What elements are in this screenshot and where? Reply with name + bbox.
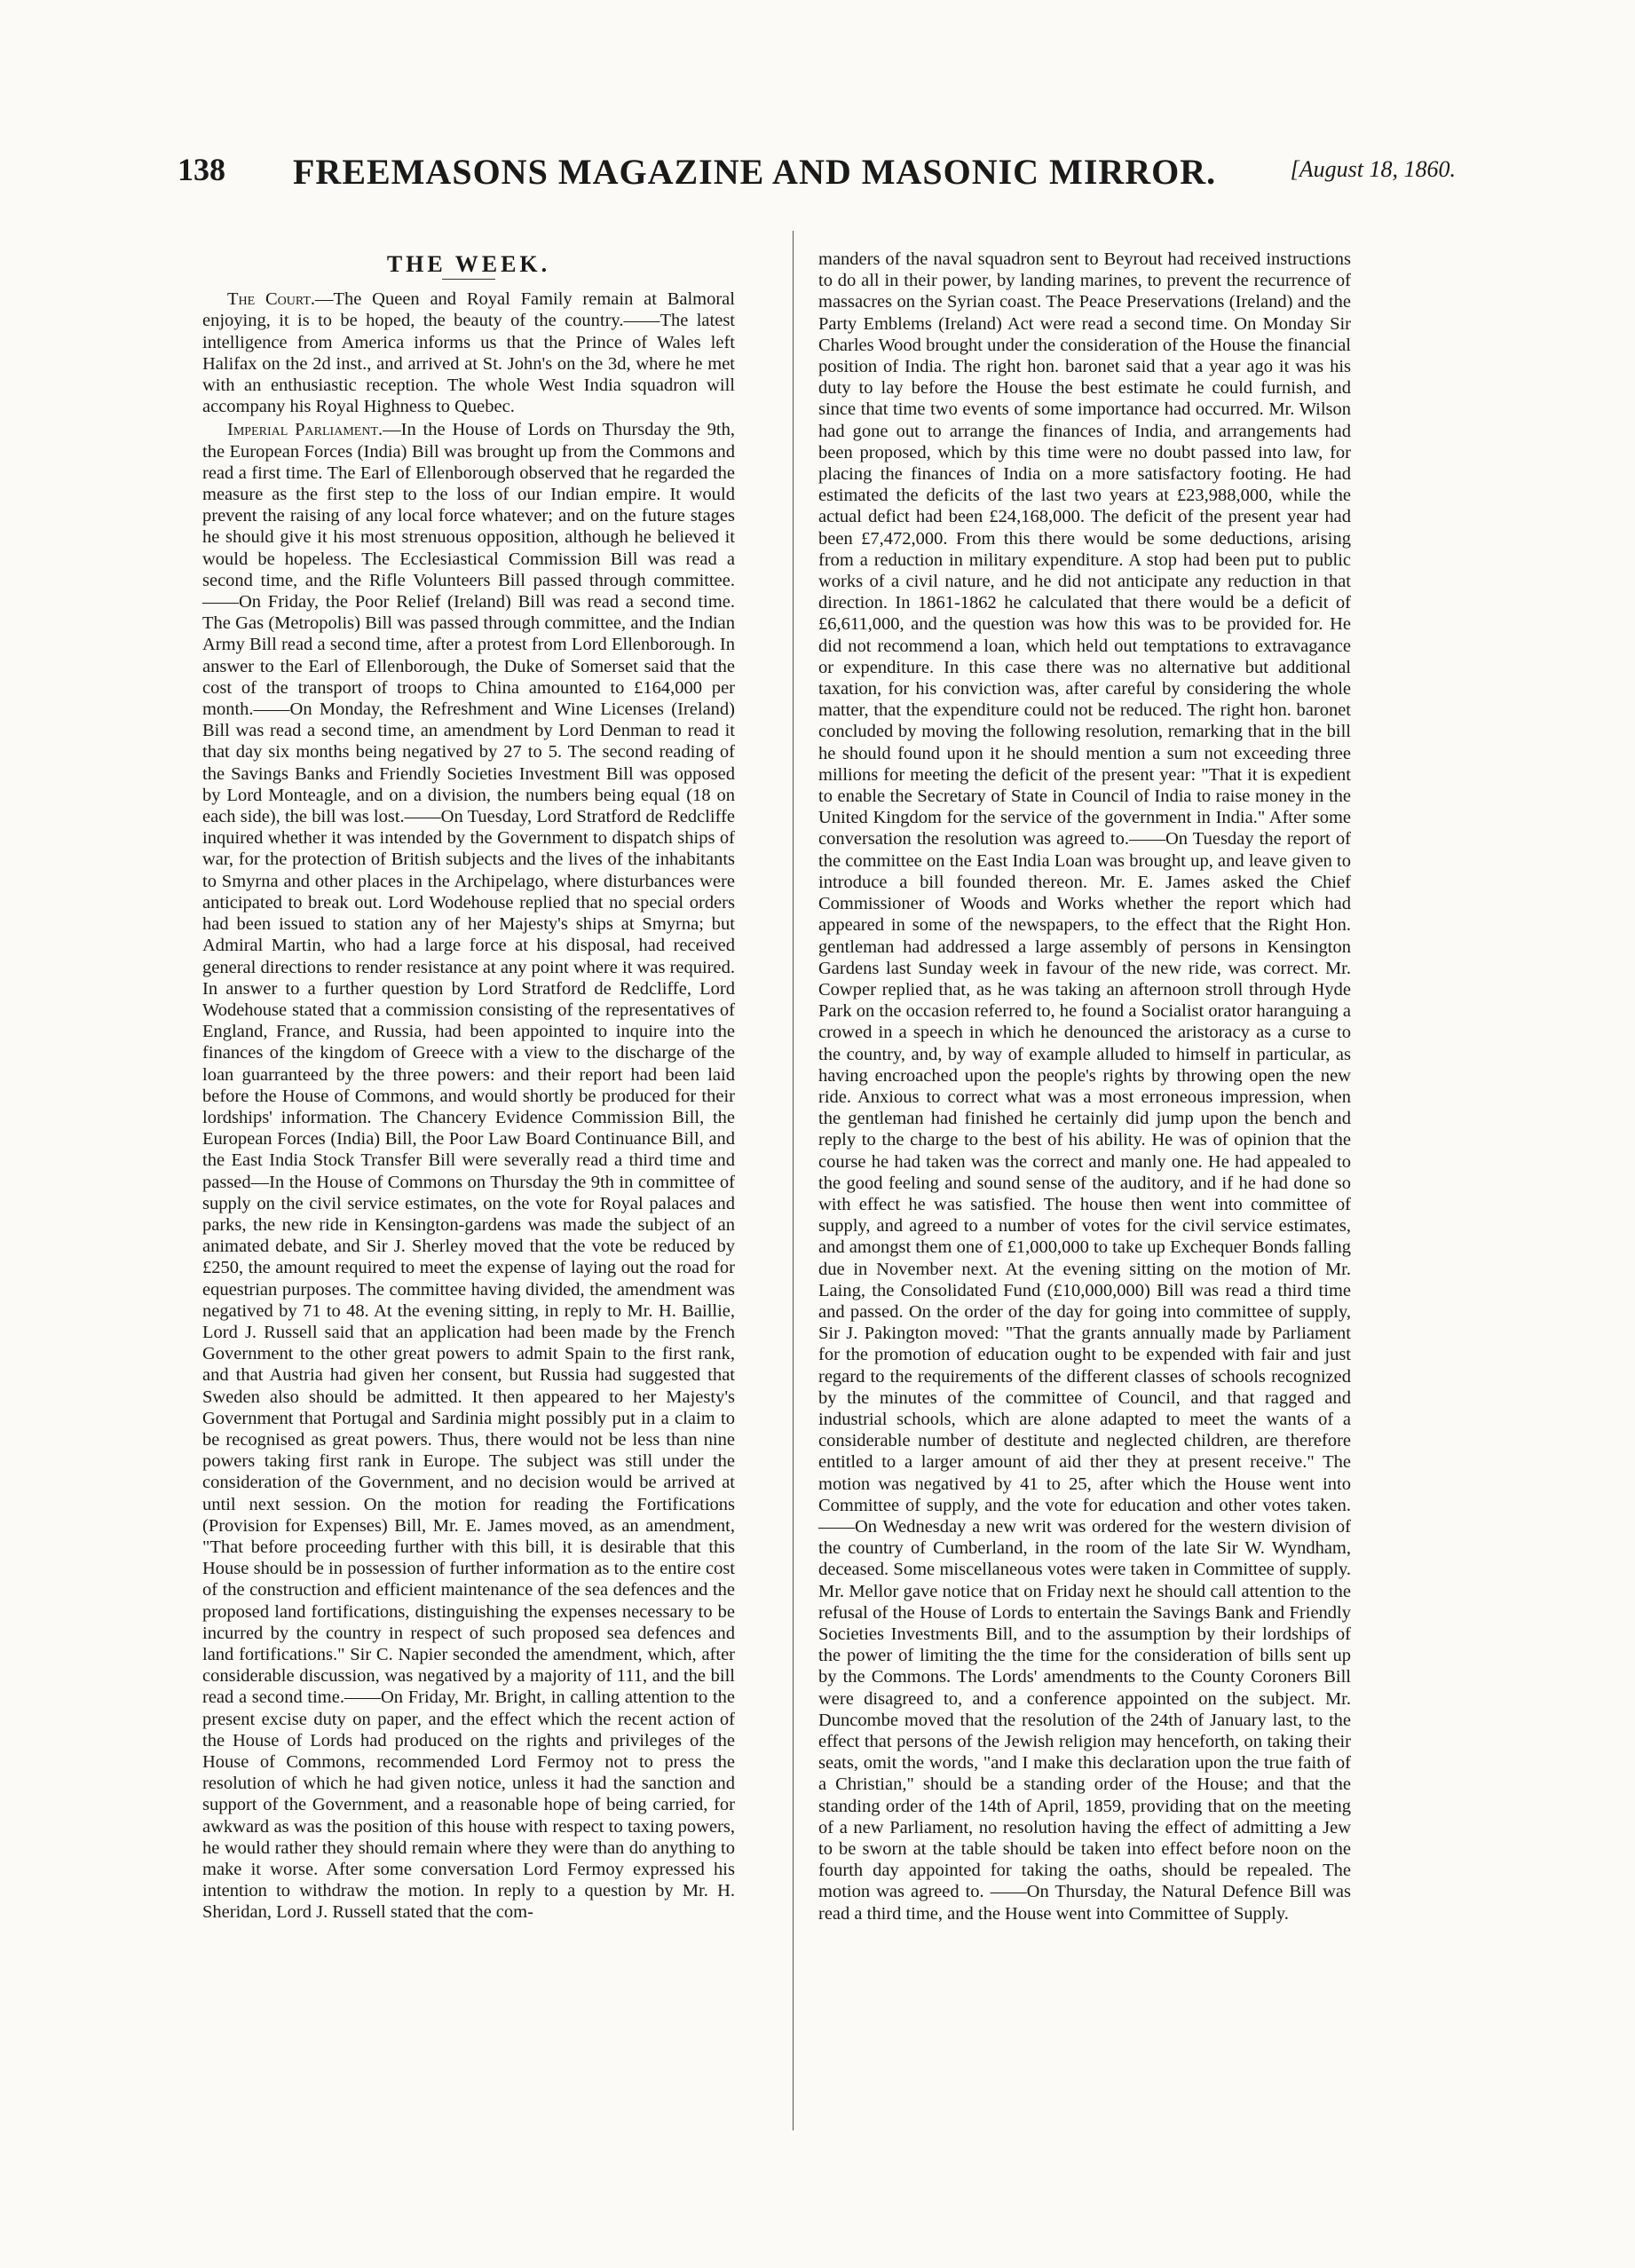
section-title: THE WEEK. (386, 251, 551, 277)
run-in-heading: The Court. (227, 289, 316, 310)
issue-date: [August 18, 1860. (1290, 156, 1456, 182)
paragraph-text: —In the House of Lords on Thursday the 9th, the European Forces (India) Bill was brought up from the Commons and read a first time. The Earl of Ellenborough observed that he regarded the measure as the first step to the loss of our Indian empire. It would prevent the raising of any local force whatever; and on the future stages he should give it his most strenuous opposition, although he believed it would be hopeless. The Ecclesiastical Commission Bill was read a second time, and the Rifle Volunteers Bill passed through committee.——On Friday, the Poor Relief (Ireland) Bill was read a second time. The Gas (Metropolis) Bill was passed through committee, and the Indian Army Bill read a second time, after a protest from Lord Ellenborough. In answer to the Earl of Ellenborough, the Duke of Somerset said that the cost of the transport of troops to China amounted to £164,000 per month.——On Monday, the Refreshment and Wine Licenses (Ireland) Bill was read a second time, an amendment by Lord Denman to read it that day six months being negatived by 27 to 5. The second reading of the Savings Banks and Friendly Societies Investment Bill was opposed by Lord Monteagle, and on a division, the numbers being equal (18 on each side), the bill was lost.——On Tuesday, Lord Stratford de Redcliffe inquired whether it was intended by the Government to dispatch ships of war, for the protection of British subjects and the lives of the inhabitants to Smyrna and other places in the Archipelago, where disturbances were anticipated to break out. Lord Wodehouse replied that no special orders had been issued to station any of her Majesty's ships at Smyrna; but Admiral Martin, who had a large force at his disposal, had received general directions to render resistance at any point where it was required. In answer to a further question by Lord Stratford de Redcliffe, Lord Wodehouse stated that a commission consisting of the representatives of England, France, and Russia, had been appointed to inquire into the finances of the kingdom of Greece with a view to the discharge of the loan guarranteed by the three powers: and their report had been laid before the House of Commons, and would shortly be produced for their lordships' information. The Chancery Evidence Commission Bill, the European Forces (India) Bill, the Poor Law Board Continuance Bill, and the East India Stock Transfer Bill were severally read a third time and passed—In the House of Commons on Thursday the 9th in committee of supply on the civil service estimates, on the vote for Royal palaces and parks, the new ride in Kensington-gardens was made the subject of an animated debate, and Sir J. Sherley moved that the vote be reduced by £250, the amount required to meet the expense of laying out the road for equestrian purposes. The committee having divided, the amendment was negatived by 71 to 48. At the evening sitting, in reply to Mr. H. Baillie, Lord J. Russell said that an application had been made by the French Government to the other great powers to admit Spain to the first rank, and that Austria had given her consent, but Russia had suggested that Sweden also should be admitted. It then appeared to her Majesty's Government that Portugal and Sardinia might possibly put in a claim to be recognised as great powers. Thus, there would not be less than nine powers taking first rank in Europe. The subject was still under the consideration of the Government, and no decision would be arrived at until next session. On the motion for reading the Fortifications (Provision for Expenses) Bill, Mr. E. James moved, as an amendment, "That before proceeding further with this bill, it is desirable that this House should be in possession of further information as to the entire cost of the construction and efficient maintenance of the sea defences and the proposed land fortifications, distinguishing the expenses necessary to be incurred by the country in respect of such proposed sea defences and land fortifications." Sir C. Napier seconded the amendment, which, after considerable discussion, was negatived by a majority of 111, and the bill read a second time.——On Friday, Mr. Bright, in calling attention to the present excise duty on paper, and the effect which the recent action of the House of Lords had produced on the rights and privileges of the House of Commons, recommended Lord Fermoy not to press the resolution of which he had given notice, unless it had the sanction and support of the Government, and a reasonable hope of being carried, for awkward as was the position of this house with respect to taxing powers, he would rather they should remain where they were than do anything to make it worse. After some conversation Lord Fermoy expressed his intention to withdraw the motion. In reply to a question by Mr. H. Sheridan, Lord J. Russell stated that the com- (202, 420, 735, 1923)
paragraph-continued (818, 249, 1351, 1924)
title-rule (442, 279, 495, 280)
page-header (178, 151, 1456, 204)
paragraph-text: manders of the naval squadron sent to Beyrout had received instructions to do all in their power, by landing marines, to prevent the recurrence of massacres on the Syrian coast. The Peace Preservations (Ireland) and the Party Emblems (Ireland) Act were read a second time. On Monday Sir Charles Wood brought under the consideration of the House the financial position of India. The right hon. baronet said that a year ago it was his duty to lay before the House the best estimate he could furnish, and since that time two events of some importance had occurred. Mr. Wilson had gone out to arrange the finances of India, and arrangements had been proposed, which by this time were no doubt passed into law, for placing the finances of India on a more satisfactory footing. He had estimated the deficits of the last two years at £23,988,000, while the actual defict had been £24,168,000. The deficit of the present year had been £7,472,000. From this there would be some deductions, arising from a reduction in military expenditure. A stop had been put to public works of a civil nature, and he did not anticipate any reduction in that direction. In 1861-1862 he calculated that there would be a deficit of £6,611,000, and the question was how this was to be provided for. He did not recommend a loan, which held out temptations to extravagance or expenditure. In this case there was no alternative but additional taxation, for his conviction was, after careful by considering the whole matter, that the expenditure could not be reduced. The right hon. baronet concluded by moving the following resolution, remarking that in the bill he should found upon it he should mention a sum not exceeding three millions for meeting the deficit of the present year: "That it is expedient to enable the Secretary of State in Council of India to raise money in the United Kingdom for the service of the government in India." After some conversation the resolution was agreed to.——On Tuesday the report of the committee on the East India Loan was brought up, and leave given to introduce a bill founded thereon. Mr. E. James asked the Chief Commissioner of Woods and Works whether the report which had appeared in some of the newspapers, to the effect that the Right Hon. gentleman had addressed a large assembly of persons in Kensington Gardens last Sunday week in favour of the new ride, was correct. Mr. Cowper replied that, as he was taking an afternoon stroll through Hyde Park on the occasion referred to, he found a Socialist orator haranguing a crowed in a speech in which he denounced the aristoracy as a curse to the country, and, by way of example alluded to himself in particular, as having encroached upon the people's rights by throwing open the new ride. Anxious to correct what was a most erroneous impression, when the gentleman had finished he certainly did jump upon the bench and reply to the charge to the best of his ability. He was of opinion that the course he had taken was the correct and manly one. He had appealed to the good feeling and sound sense of the auditory, and if he had done so with effect he was satisfied. The house then went into committee of supply, and agreed to a number of votes for the civil service estimates, and amongst them one of £1,000,000 to take up Exchequer Bonds falling due in November next. At the evening sitting on the motion of Mr. Laing, the Consolidated Fund (£10,000,000) Bill was read a third time and passed. On the order of the day for going into committee of supply, Sir J. Pakington moved: "That the grants annually made by Parliament for the promotion of education ought to be expended with fair and just regard to the requirements of the different classes of schools recognized by the minutes of the committee of Council, and that ragged and industrial schools, which are alone adapted to meet the wants of a considerable number of destitute and neglected children, are therefore entitled to a larger amount of aid ther they at present receive." The motion was negatived by 41 to 25, after which the House went into Committee of supply, and the vote for education and other votes taken.——On Wednesday a new writ was ordered for the western division of the country of Cumberland, in the room of the late Sir W. Wyndham, deceased. Some miscellaneous votes were taken in Committee of supply. Mr. Mellor gave notice that on Friday next he should call attention to the refusal of the House of Lords to entertain the Savings Bank and Friendly Societies Investments Bill, and to the assumption by their lordships of the power of limiting the the time for the consideration of bills sent up by the Commons. The Lords' amendments to the County Coroners Bill were disagreed to, and a conference appointed on the subject. Mr. Duncombe moved that the resolution of the 24th of January last, to the effect that persons of the Jewish religion may henceforth, on taking their seats, omit the words, "and I make this declaration upon the true faith of a Christian," should be a standing order of the House; and that the standing order of the 14th of April, 1859, providing that on the meeting of a new Parliament, no resolution having the effect of admitting a Jew to be sworn at the table should be taken into effect before noon on the fourth day appointed for taking the oaths, should be repealed. The motion was agreed to. ——On Thursday, the Natural Defence Bill was read a third time, and the House went into Committee of Supply. (818, 249, 1351, 1924)
left-column (202, 249, 735, 1925)
magazine-title: FREEMASONS MAGAZINE AND MASONIC MIRROR. (293, 152, 1217, 192)
paragraph-parliament (202, 419, 735, 1923)
paragraph-text: —The Queen and Royal Family remain at Balmoral enjoying, it is to be hoped, the beauty of the country.——The latest intelligence from America informs us that the Prince of Wales left Halifax on the 2d inst., and arrived at St. John's on the 3d, where he met with an enthusiastic reception. The whole West India squadron will accompany his Royal Highness to Quebec. (202, 289, 735, 417)
run-in-heading: Imperial Parliament. (227, 420, 383, 440)
paragraph-court (202, 288, 735, 417)
page-number: 138 (178, 152, 225, 187)
column-divider (793, 231, 794, 2130)
right-column (818, 249, 1351, 1926)
